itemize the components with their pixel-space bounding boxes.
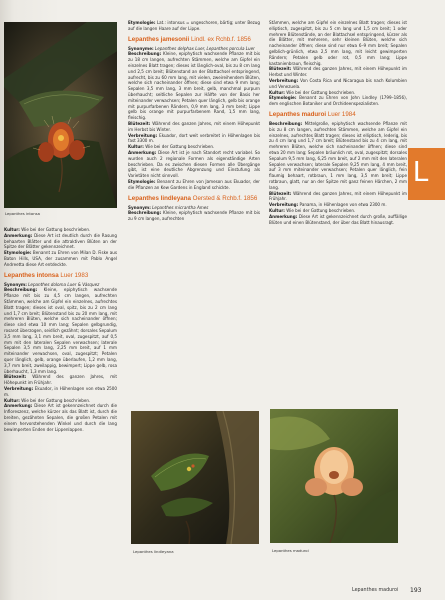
text-paragraph: Verbreitung: Ekuador, dort weit verbreitet in Höhenlagen bis fast 3300 m. [128, 132, 260, 144]
intonsa-description [4, 282, 117, 433]
text-paragraph: Kultur: Wie bei der Gattung beschrieben. [269, 89, 356, 95]
section-tab-letter: L [413, 156, 430, 188]
text-paragraph: Etymologie: Benannt zu Ehren von John Lindley (1799–1856), dem englischen Botaniker und Orchideenspezialisten. [269, 95, 407, 107]
text-paragraph: Etymologie: Lat.: intonsus = ungeschoren, bärtig; unter Bezug auf die langen Haare auf der Lippe. [128, 20, 260, 31]
intonsa-intro [4, 227, 117, 268]
lepanthes-maduroi-photo [270, 409, 398, 543]
species-heading-maduroi: Lepanthes maduroi Luer 1984 [269, 110, 356, 118]
text-paragraph: Verbreitung: Ekuador, in Höhenlagen von etwa 2500 m. [4, 385, 117, 397]
lepanthes-lindleyana-photo [131, 411, 259, 544]
lepanthes-lindleyana-caption: Lepanthes lindleyana [133, 549, 174, 554]
text-paragraph: Blütezeit: Während des ganzen Jahres, mit einem Höhepunkt im Herbst bis Winter. [128, 120, 260, 132]
lepanthes-intonsa-caption: Lepanthes intonsa [5, 211, 40, 216]
text-paragraph: Beschreibung: Kleine, epiphytisch wachsende Pflanze mit bis zu 18 cm langen, aufrechten Stämmen, welche am Gipfel ein einzelnes Blatt tragen; dieses ist länglich-oval, bis zu 8 cm lang und 2,5 cm breit; Blütenstand an der Blattachsel entspringend, aufrecht, bis zu 60 mm lang, mit vielen, zweireihendem Blüten, welche sich nacheinander öffnen; diese sind etwa 9 mm lang; Sepalen 3,5 mm lang, 3 mm breit, gelb, manchmal purpurn überhaucht; seitliche Sepalen zur Hälfte von der Basis her miteinander verwachsen; Petalen quer länglich, gelb bis orange mit purpurfarbenen Rändern, 0,9 mm lang, 3 mm breit; Lippe gelb bis orange mit purpurfarbenem Rand, 1,5 mm lang, fleischig. [128, 51, 260, 121]
text-paragraph: Etymologie: Benannt zu Ehren von Milan D. Fiske aus Baton Hills, USA, der zusammen mit Pablo Angel Andreetta diese Art entdeckte. [4, 250, 117, 267]
text-paragraph: Stämmen, welche am Gipfel ein einzelnes Blatt tragen; dieses ist elliptisch, zugespitzt, bis zu 5 cm lang und 1,5 cm breit; 1 oder mehrere Blütenstände, an der Blattachsel entspringend, kürzer als die Blätter, mit mehreren, sehr kleinen Blüten, welche sich nacheinander öffnen; diese sind nur etwa 6–9 mm breit; Sepalen gelblich-grünlich, etwa 2,5 mm lang, mit leicht gewimperten Rändern; Petalen gelb oder rot, 0,5 mm lang; Lippe kastanienbraun, fleischig. [269, 20, 407, 66]
text-paragraph: Anmerkung: Diese Art ist gekennzeichnet durch die Infloreszenz, welche kürzer als das Blatt ist, durch die breiten, gezähnten Sepalen, die großen Petalen mit einem hervorstehenden Winkel und durch die lang bewimperten Enden der Lippenlappen. [4, 403, 117, 432]
column-3-text [269, 20, 407, 402]
species-heading-jamesonii: Lepanthes jamesonii Lindl. ex Rchb.f. 1856 [128, 35, 251, 43]
species-heading-lindleyana: Lepanthes lindleyana Oersted & Rchb.f. 1856 [128, 194, 258, 202]
text-paragraph: Anmerkung: Diese Art ist gekennzeichnet durch große, auffällige Blüten und einen Blütenstand, der über das Blatt hinausragt. [269, 213, 407, 225]
text-paragraph: Synonyme: Lepanthes delphax Luer, Lepanthes porcula Luer [128, 45, 255, 51]
text-paragraph: Synonym: Lepanthes doloma Luer & Vásquez [4, 281, 100, 287]
column-1-text [4, 227, 117, 595]
lepanthes-intonsa-photo [4, 22, 117, 208]
text-paragraph: Synonym: Lepanthes micrantha Ames [128, 204, 209, 210]
species-heading-intonsa: Lepanthes intonsa Luer 1983 [4, 271, 89, 279]
text-paragraph: Kultur: Wie bei der Gattung beschrieben. [4, 227, 91, 232]
text-paragraph: Kultur: Wie bei der Gattung beschrieben. [269, 207, 356, 213]
text-paragraph: Beschreibung: Kleine, epiphytisch wachsende Pflanze mit bis zu 4,5 cm langen, aufrechten Stämmen, welche am Gipfel ein einzelnes, aufrechtes Blatt tragen; dieses ist oval, spitz, bis zu 2 cm lang und 1,7 cm breit; Blütenstand bis zu 20 mm lang, mit mehreren Blüten, welche sich nacheinander öffnen; diese sind etwa 10 mm lang; Sepalen gelbgrundig, rosarot überzogen, seidlich gezähnt; dorsales Sepalum 3,5 mm lang, 3,1 mm breit, oval, zugespitzt, auf 0,5 mm mit den lateralen Sepalen verwachsen; laterale Sepalen 3,5 mm lang, 2,25 mm breit, auf 1 mm miteinander verwachsen, oval, zugespitzt; Petalen quer länglich, gelb, orange überlaufen, 1,2 mm lang, 3,7 mm breit, zweilappig, bewimpert; Lippe gelb, rosa überhaucht, 1,3 mm lang. [4, 287, 117, 374]
text-paragraph: Blütezeit: Während des ganzen Jahres, mit Höhepunkt im Frühjahr. [4, 374, 117, 386]
text-paragraph: Anmerkung: Diese Art ist deutlich durch die Rasung behaarten Blätter und die attraktiven Blüten an der Spitze der Blätter gekennzeichnet. [4, 232, 117, 250]
lepanthes-maduroi-caption: Lepanthes maduroi [272, 548, 309, 553]
running-footer-title: Lepanthes maduroi [352, 588, 399, 593]
text-paragraph: Blütezeit: Während des ganzen Jahres, mit einem Höhepunkt im Herbst und Winter. [269, 66, 407, 78]
text-paragraph: Blütezeit: Während des ganzen Jahres, mit einem Höhepunkt im Frühjahr. [269, 190, 407, 202]
text-paragraph: Kultur: Wie bei der Gattung beschrieben. [128, 144, 215, 150]
text-paragraph: Anmerkung: Diese Art ist je nach Standort recht variabel. So wurden auch 2 regionale Formen als eigenständige Arten beschrieben. Da es zwischen diesen Formen alle Übergänge gibt, ist eine deutliche Abgrenzung und Einstufung als Varietäten nicht sinnvoll. [128, 149, 260, 179]
text-paragraph: Verbreitung: Von Costa Rica und Nicaragua bis nach Kolumbien und Venezuela. [269, 77, 407, 89]
column-2-text [128, 20, 260, 372]
text-paragraph: Verbreitung: Panama, in Höhenlagen von etwa 2300 m. [269, 202, 387, 208]
text-paragraph: Kultur: Wie bei der Gattung beschrieben. [4, 397, 91, 403]
text-paragraph: Beschreibung: Kleine, epiphytisch wachsende Pflanze mit bis zu 9 cm langen, aufrechten [128, 210, 260, 222]
page-number: 193 [410, 587, 422, 594]
text-paragraph: Etymologie: Benannt zu Ehren von Jameson aus Ekuador, der die Pflanzen an Kew Gardens in England schickte. [128, 178, 260, 190]
text-paragraph: Beschreibung: Mittelgroße, epiphytisch wachsende Pflanze mit bis zu 8 cm langen, aufrechten Stämmen, welche am Gipfel ein einzelnes, aufrechtes Blatt tragen; dieses ist elliptisch, lederig, bis zu 4 cm lang und 1,7 cm breit; Blütenstand bis zu 4 cm lang, mit mehreren Blüten, welche sich nacheinander öffnen; diese sind etwa 20 mm lang; Sepalen bräunlich rot, oval, zugespitzt; dorsales Sepalum 9,5 mm lang, 6,25 mm breit, auf 2 mm mit den lateralen Sepalen verwachsen; laterale Sepalen 9,25 mm lang, 4 mm breit, auf 3 mm miteinander verwachsen; Petalen quer länglich, fein flaumig behaart, rotbraun, 1 mm lang, 3,5 mm breit; Lippe rotbraun, glatt, nur an der Spitze mit ganz feinen Härchen, 2 mm lang. [269, 120, 407, 190]
